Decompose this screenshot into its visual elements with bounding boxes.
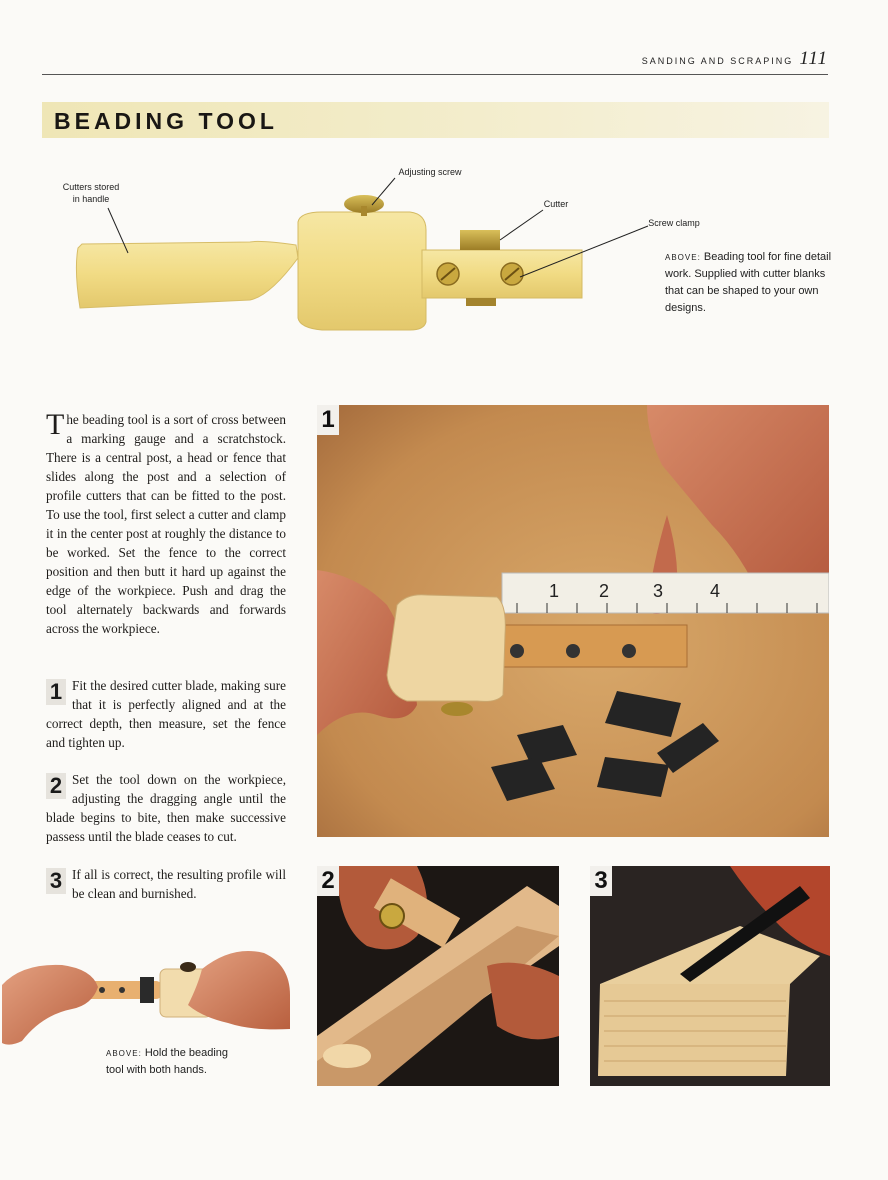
label-adjusting-screw: Adjusting screw [398,167,462,177]
diagram-caption [665,249,835,317]
ruler-mark-2: 2 [599,581,610,601]
drop-cap: T [46,408,65,441]
hands-holding-tool-illustration [2,945,292,1055]
step-number: 1 [46,679,66,705]
page-number: 111 [799,48,828,69]
photo-1-badge: 1 [317,405,339,435]
hands-caption-lead: ABOVE: [106,1049,142,1058]
header-rule [42,74,828,75]
label-cutters-line1: Cutters stored [62,182,120,192]
photo-2-illustration [317,866,559,1086]
label-cutters-stored [56,181,126,205]
beading-tool-illustration [60,150,660,350]
photo-3-badge: 3 [590,866,612,896]
photo-1-illustration [317,405,829,837]
step-number: 3 [46,868,66,894]
step-3 [46,865,286,903]
step-1 [46,676,286,752]
running-header [560,48,828,70]
caption-lead: ABOVE: [665,253,701,262]
photo-step-1 [317,405,829,837]
photo-3-illustration [590,866,830,1086]
hands-caption-text: Hold the beading tool with both hands. [106,1047,229,1076]
intro-text: he beading tool is a sort of cross between a marking gauge and a scratchstock. There is a central post, a head or fence that slides along the post and a selection of profile cutters that can be fitted to the post. To use the tool, first select a cutter and clamp it in the center post at roughly the distance to be worked. Set the fence to the correct position and then butt it hard up against the edge of the workpiece. Push and drag the tool alternately backwards and forwards across the workpiece. [46,412,286,636]
hands-caption [106,1045,246,1079]
cutter-blade [460,230,500,250]
ruler-mark-3: 3 [653,581,664,601]
intro-paragraph [46,410,286,638]
step-text: Set the tool down on the workpiece, adjusting the dragging angle until the blade begins to bite, then make successive passess until the blade ceases to cut. [46,772,286,844]
label-cutters-line2: in handle [72,194,110,204]
step-text: Fit the desired cutter blade, making sure that it is perfectly aligned and at the correct depth, then measure, set the fence and tighten up. [46,678,286,750]
photo-step-2 [317,866,559,1086]
ruler-mark-4: 4 [710,581,721,601]
label-cutter: Cutter [543,199,569,209]
caption-text: Beading tool for fine detail work. Supplied with cutter blanks that can be shaped to your own designs. [665,251,832,314]
step-text: If all is correct, the resulting profile will be clean and burnished. [72,867,286,901]
photo-2-badge: 2 [317,866,339,896]
step-2 [46,770,286,846]
section-title: SANDING AND SCRAPING [641,56,794,66]
ruler-mark-1: 1 [549,581,560,601]
step-number: 2 [46,773,66,799]
photo-step-3 [590,866,830,1086]
page-title: BEADING TOOL [54,108,278,134]
label-screw-clamp: Screw clamp [648,218,700,228]
